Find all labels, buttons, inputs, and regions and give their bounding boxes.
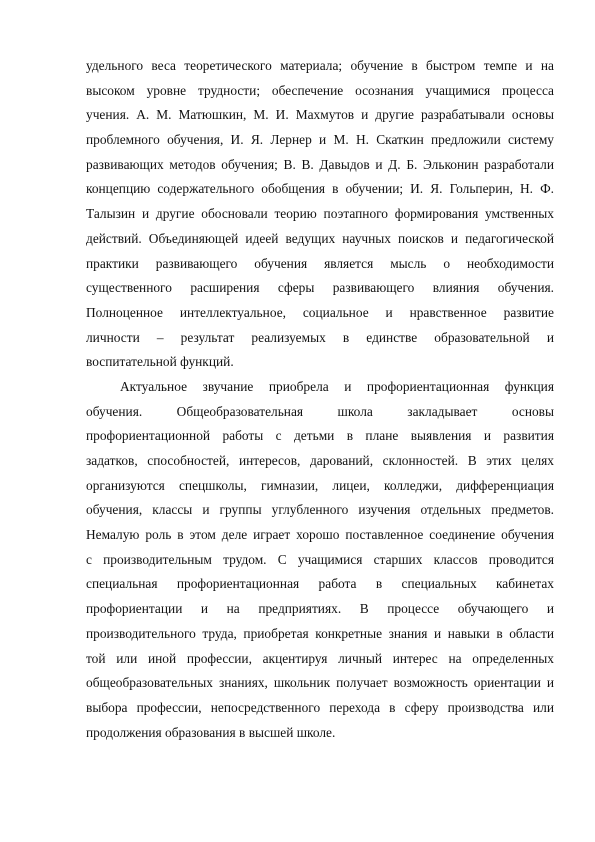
text-line: высоком уровне трудности; обеспечение осознания учащимися процесса (86, 82, 554, 98)
text-line: Актуальное звучание приобрела и профориентационная функция (120, 378, 554, 394)
text-line: обучения, классы и группы углубленного изучения отдельных предметов. (86, 502, 554, 518)
text-line: задатков, способностей, интересов, дарований, склонностей. В этих целях (86, 453, 554, 468)
text-line: воспитательной функций. (86, 354, 234, 370)
text-line: с производительным трудом. С учащимися старших классов проводится (86, 551, 554, 567)
text-line: практики развивающего обучения является мысль о необходимости (86, 255, 554, 271)
text-line: учения. А. М. Матюшкин, М. И. Махмутов и другие разрабатывали основы (86, 107, 554, 123)
text-line: концепцию содержательного обобщения в обучении; И. Я. Гольперин, Н. Ф. (86, 181, 554, 197)
text-line: действий. Объединяющей идеей ведущих научных поисков и педагогической (86, 230, 554, 246)
text-line: продолжения образования в высшей школе. (86, 724, 336, 740)
text-line: профориентации и на предприятиях. В процессе обучающего и (86, 601, 554, 617)
text-line: Немалую роль в этом деле играет хорошо поставленное соединение обучения (86, 527, 554, 543)
text-line: существенного расширения сферы развивающего влияния обучения. (86, 280, 554, 296)
text-line: общеобразовательных знаниях, школьник получает возможность ориентации и (86, 675, 554, 691)
text-line: Полноценное интеллектуальное, социальное и нравственное развитие (86, 304, 554, 320)
text-line: той или иной профессии, акцентируя личный интерес на определенных (86, 650, 554, 666)
text-line: проблемного обучения, И. Я. Лернер и М. Н. Скаткин предложили систему (86, 132, 554, 148)
text-line: профориентационной работы с детьми в плане выявления и развития (86, 428, 554, 444)
text-line: производительного труда, приобретая конкретные знания и навыки в области (86, 625, 554, 641)
text-line: специальная профориентационная работа в специальных кабинетах (86, 576, 554, 592)
paragraph-1 (86, 54, 554, 375)
text-line: Талызин и другие обосновали теорию поэтапного формирования умственных (86, 206, 554, 222)
text-line: развивающих методов обучения; В. В. Давыдов и Д. Б. Эльконин разработали (86, 156, 554, 172)
text-line: личности – результат реализуемых в единстве образовательной и (86, 329, 554, 345)
text-line: организуются спецшколы, гимназии, лицеи, колледжи, дифференциация (86, 477, 554, 493)
paragraph-2 (86, 375, 554, 745)
text-line: удельного веса теоретического материала; обучение в быстром темпе и на (86, 58, 554, 73)
text-line: выбора профессии, непосредственного перехода в сферу производства или (86, 699, 554, 715)
document-body (86, 54, 554, 745)
text-line: обучения. Общеобразовательная школа закладывает основы (86, 403, 554, 419)
